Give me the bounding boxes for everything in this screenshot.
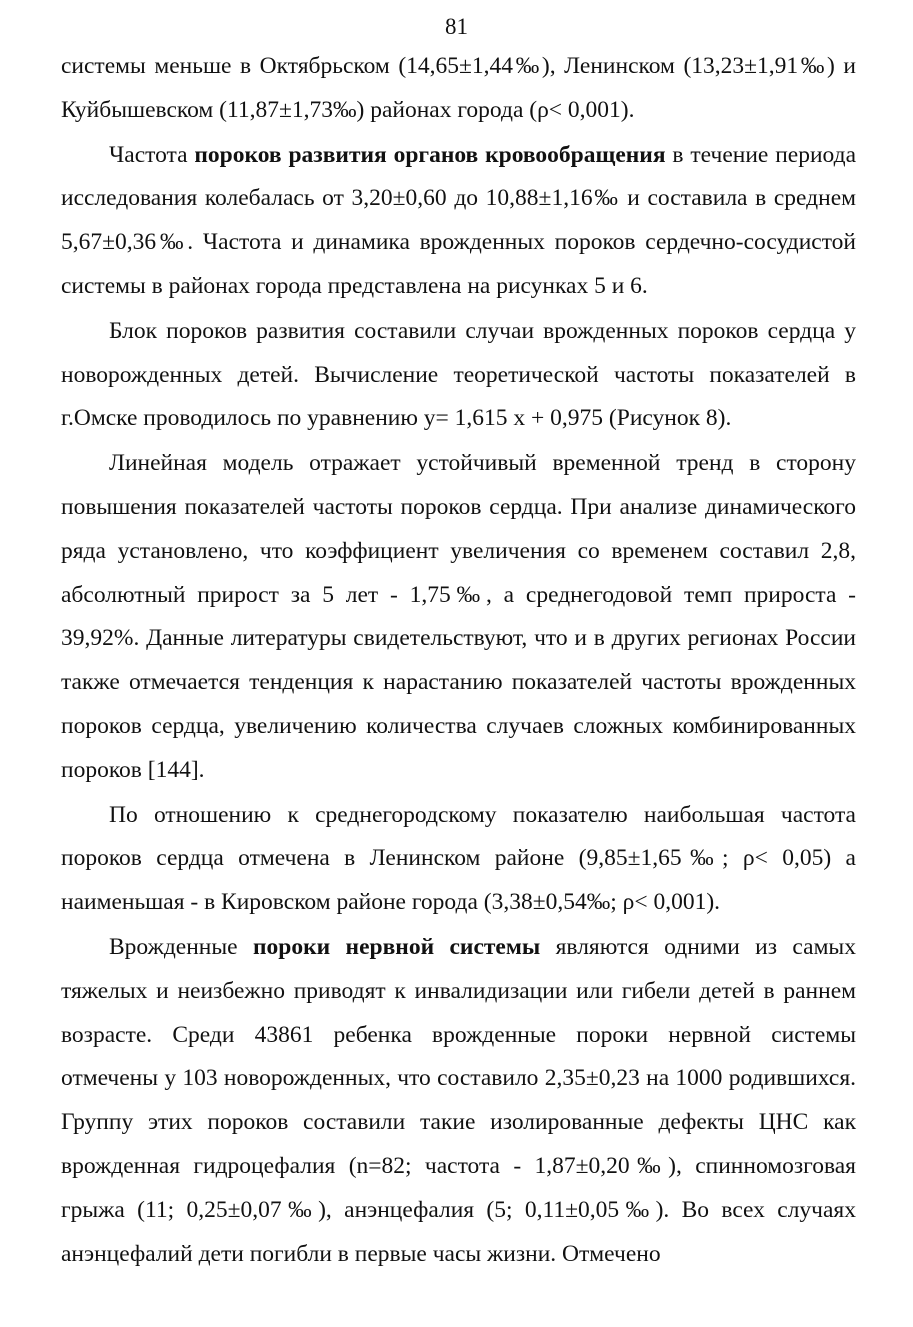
document-body [61, 45, 856, 1276]
paragraph-rest: в течение периода исследования колебалась от 3,20±0,60 до 10,88±1,16‰ и составила в среднем 5,67±0,36‰. Частота и динамика врожденных пороков сердечно-сосудистой системы в районах города представлена на рисунках 5 и 6. [61, 141, 856, 299]
paragraph-circulatory-defects [61, 134, 856, 309]
paragraph-nervous-system-defects [61, 926, 856, 1276]
page-number: 81 [445, 14, 468, 39]
paragraph-lead: Врожденные [109, 933, 253, 960]
bold-term-circulatory: пороков развития органов кровообращения [194, 141, 666, 168]
paragraph-heart-defects-block: Блок пороков развития составили случаи врожденных пороков сердца у новорожденных детей. Вычисление теоретической частоты показателей в г.Омске проводилось по уравнению y= 1,615 х + 0,975 (Рисунок 8). [61, 317, 856, 432]
bold-term-nervous-system: пороки нервной системы [252, 933, 541, 960]
paragraph-lead: Частота [109, 141, 195, 168]
paragraph-rest: являются одними из самых тяжелых и неизбежно приводят к инвалидизации или гибели детей в раннем возрасте. Среди 43861 ребенка врожденные пороки нервной системы отмечены у 103 новорожденных, что составило 2,35±0,23 на 1000 родившихся. Группу этих пороков составили такие изолированные дефекты ЦНС как врожденная гидроцефалия (n=82; частота - 1,87±0,20‰), спинномозговая грыжа (11; 0,25±0,07‰), анэнцефалия (5; 0,11±0,05‰). Во всех случаях анэнцефалий дети погибли в первые часы жизни. Отмечено [61, 933, 856, 1267]
paragraph-district-comparison: По отношению к среднегородскому показателю наибольшая частота пороков сердца отмечена в Ленинском районе (9,85±1,65‰; ρ< 0,05) а наименьшая - в Кировском районе города (3,38±0,54‰; ρ< 0,001). [61, 801, 856, 916]
paragraph-continuation: системы меньше в Октябрьском (14,65±1,44‰), Ленинском (13,23±1,91‰) и Куйбышевском (11,87±1,73‰) районах города (ρ< 0,001). [61, 53, 856, 123]
paragraph-linear-model: Линейная модель отражает устойчивый временной тренд в сторону повышения показателей частоты пороков сердца. При анализе динамического ряда установлено, что коэффициент увеличения со временем составил 2,8, абсолютный прирост за 5 лет - 1,75‰, а среднегодовой темп прироста - 39,92%. Данные литературы свидетельствуют, что и в других регионах России также отмечается тенденция к нарастанию показателей частоты врожденных пороков сердца, увеличению количества случаев сложных комбинированных пороков [144]. [61, 450, 856, 783]
